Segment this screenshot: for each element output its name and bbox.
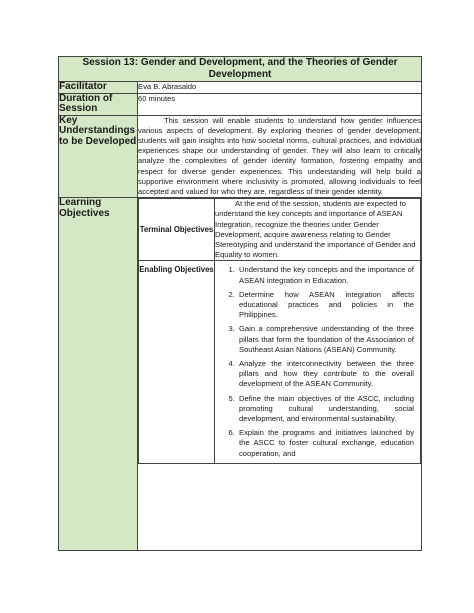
key-understandings-label: Key Understandings to be Developed xyxy=(59,115,138,198)
terminal-objectives-cell xyxy=(215,199,421,261)
enabling-objective-item: 4. Analyze the interconnectivity between the three pillars and how they contribute to the overall development of the ASEAN Community. xyxy=(237,359,414,390)
key-understandings-cell xyxy=(138,115,422,198)
enabling-objective-item: 1. Understand the key concepts and the importance of ASEAN integration in Education. xyxy=(237,265,414,285)
enabling-objective-item: 2. Determine how ASEAN integration affects educational practices and policies in the Philippines. xyxy=(237,290,414,321)
enabling-objectives-cell xyxy=(215,261,421,463)
enabling-objectives-row xyxy=(139,261,421,463)
learning-objectives-label: Learning Objectives xyxy=(59,198,138,551)
enabling-objective-item: 3. Gain a comprehensive understanding of the three pillars that form the foundation of the Association of Southeast Asian Nations (ASEAN) Community. xyxy=(237,324,414,355)
terminal-objectives-text: At the end of the session, students are expected to understand the key concepts and importance of ASEAN Integration, recognize the theories under Gender Development, acquire awareness relating to Gender Stereotyping and understand the importance of Gender and Equality to women. xyxy=(215,199,416,260)
objectives-inner-table xyxy=(138,198,421,464)
session-table xyxy=(58,56,422,551)
learning-objectives-row xyxy=(59,198,422,551)
key-understandings-row xyxy=(59,115,422,198)
facilitator-value: Eva B. Abrasaldo xyxy=(138,82,422,94)
duration-row xyxy=(59,93,422,115)
session-title: Session 13: Gender and Development, and the Theories of Gender Development xyxy=(59,57,422,82)
duration-value: 60 minutes xyxy=(138,93,422,115)
session-title-row xyxy=(59,57,422,82)
enabling-objective-item: 5. Define the main objectives of the ASCC, including promoting cultural understanding, social development, and environmental sustainability. xyxy=(237,394,414,425)
enabling-objectives-label: Enabling Objectives xyxy=(139,261,215,463)
enabling-objective-item: 6. Explain the programs and initiatives launched by the ASCC to foster cultural exchange, education cooperation, and xyxy=(237,428,414,459)
duration-label: Duration of Session xyxy=(59,93,138,115)
facilitator-label: Facilitator xyxy=(59,82,138,94)
enabling-objectives-list xyxy=(215,265,420,458)
terminal-objectives-label: Terminal Objectives xyxy=(139,199,215,261)
facilitator-row xyxy=(59,82,422,94)
key-understandings-text: This session will enable students to understand how gender influences various aspects of development. By exploring theories of gender development, students will gain insights into how societal norms, cultural practices, and individual experiences shape our understanding of gender. They will also learn to critically analyze the complexities of gender identity formation, fostering empathy and respect for diverse gender experiences. This understanding will help build a supportive environment where inclusivity is promoted, allowing individuals to feel accepted and valued for who they are, regardless of their gender identity. xyxy=(138,115,421,196)
learning-objectives-cell xyxy=(138,198,422,551)
terminal-objectives-row xyxy=(139,199,421,261)
